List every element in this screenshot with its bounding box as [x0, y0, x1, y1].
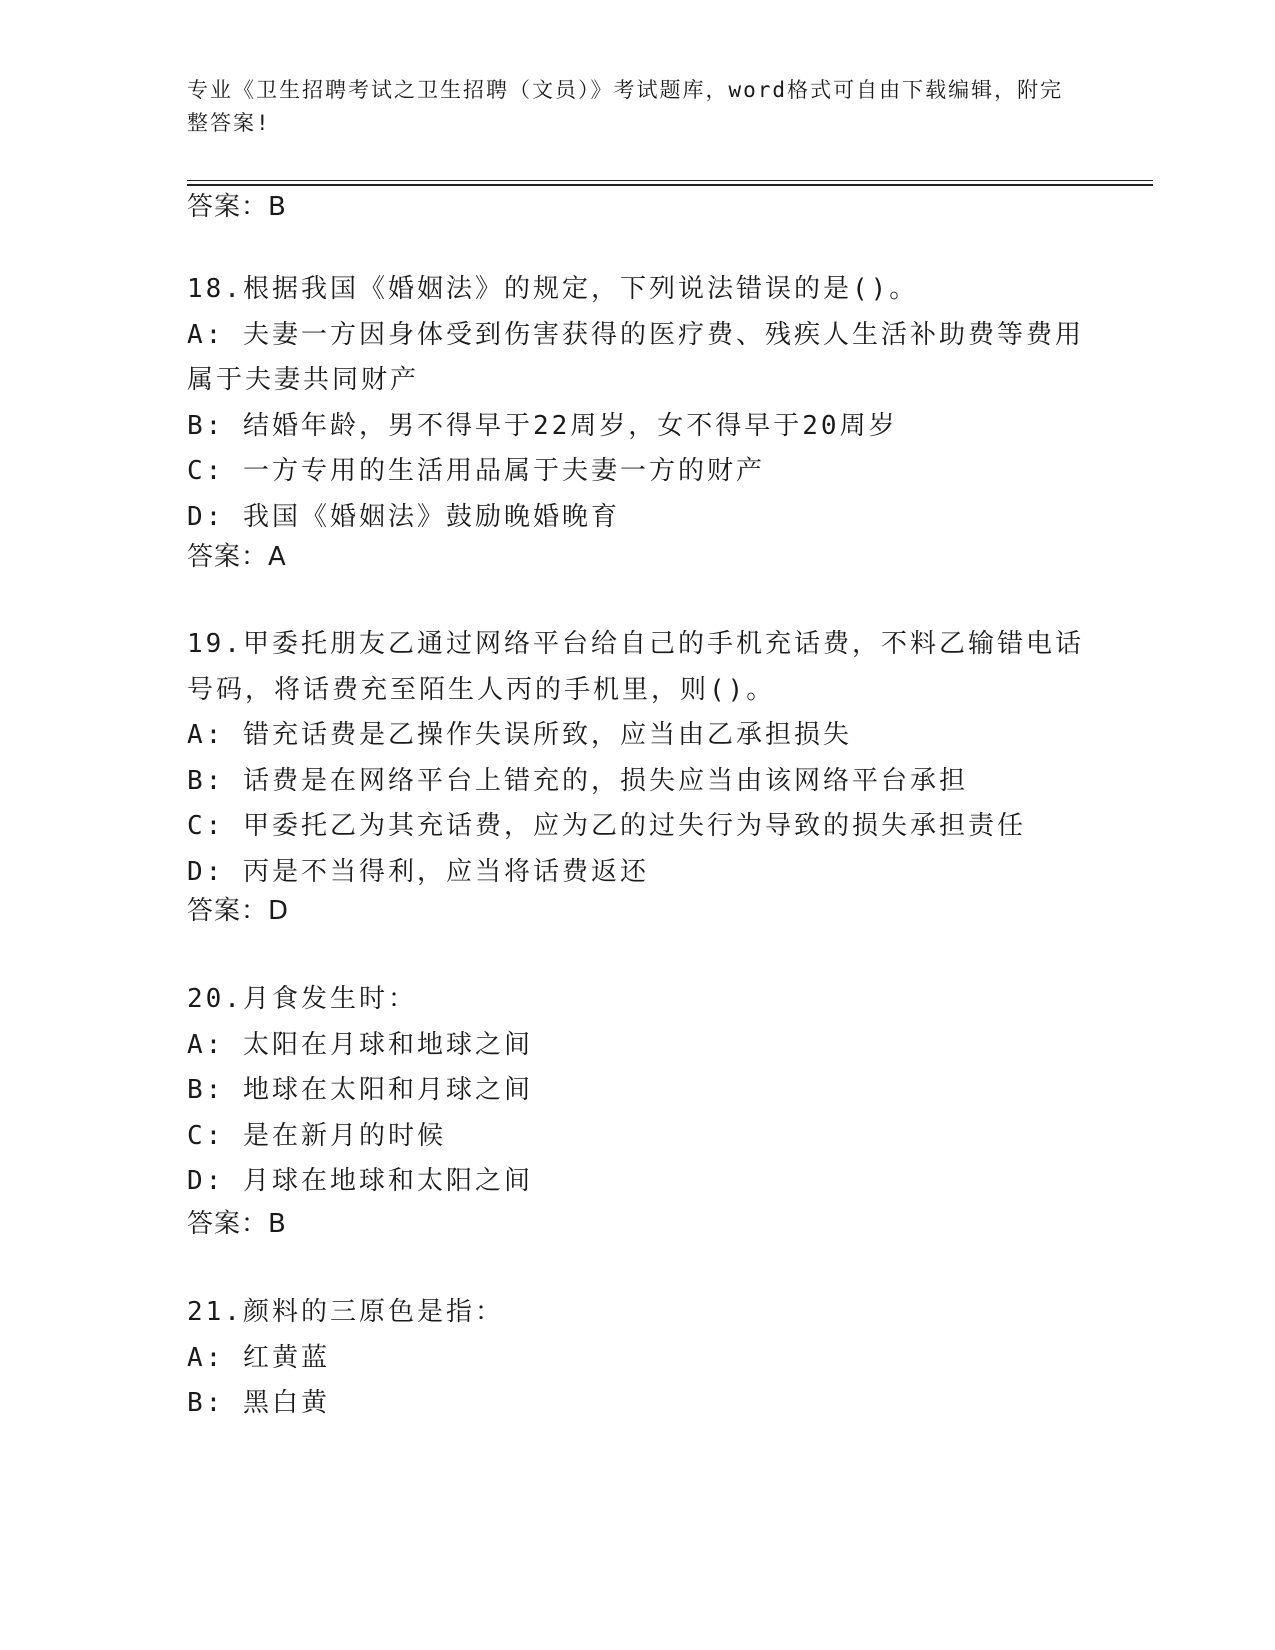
option-a: A: 夫妻一方因身体受到伤害获得的医疗费、残疾人生活补助费等费用属于夫妻共同财产: [187, 319, 1084, 395]
option-b: B: 话费是在网络平台上错充的，损失应当由该网络平台承担: [187, 765, 968, 796]
page-header: 专业《卫生招聘考试之卫生招聘（文员）》考试题库，word格式可自由下载编辑，附完整答案!: [187, 78, 1064, 135]
option-d: D: 月球在地球和太阳之间: [187, 1166, 533, 1196]
option-b: B: 结婚年龄，男不得早于22周岁，女不得早于20周岁: [187, 410, 898, 441]
question-text: 20.月食发生时：: [187, 984, 417, 1014]
question-19: [187, 622, 1087, 895]
option-a: A: 错充话费是乙操作失误所致，应当由乙承担损失: [187, 720, 852, 750]
answer-19: 答案：D: [187, 896, 290, 926]
question-20: [187, 977, 1087, 1205]
option-a: A: 红黄蓝: [187, 1342, 330, 1373]
option-b: B: 地球在太阳和月球之间: [187, 1075, 533, 1105]
option-c: C: 是在新月的时候: [187, 1120, 446, 1151]
question-21: [187, 1290, 1087, 1427]
header-rule-thick: [187, 184, 1153, 186]
option-a: A: 太阳在月球和地球之间: [187, 1029, 533, 1060]
option-b: B: 黑白黄: [187, 1388, 330, 1418]
option-d: D: 我国《婚姻法》鼓励晚婚晚育: [187, 501, 620, 532]
header-rule-thin: [187, 180, 1153, 181]
option-c: C: 一方专用的生活用品属于夫妻一方的财产: [187, 456, 765, 486]
answer-18: 答案：A: [187, 542, 287, 572]
option-c: C: 甲委托乙为其充话费，应为乙的过失行为导致的损失承担责任: [187, 811, 1026, 841]
question-text: 18.根据我国《婚姻法》的规定，下列说法错误的是()。: [187, 274, 919, 304]
question-text: 19.甲委托朋友乙通过网络平台给自己的手机充话费，不料乙输错电话号码，将话费充至陌生人丙的手机里，则()。: [187, 629, 1084, 705]
previous-answer: 答案：B: [187, 192, 287, 222]
answer-20: 答案：B: [187, 1209, 287, 1239]
option-d: D: 丙是不当得利，应当将话费返还: [187, 856, 649, 887]
question-18: [187, 267, 1087, 540]
question-text: 21.颜料的三原色是指：: [187, 1297, 504, 1327]
